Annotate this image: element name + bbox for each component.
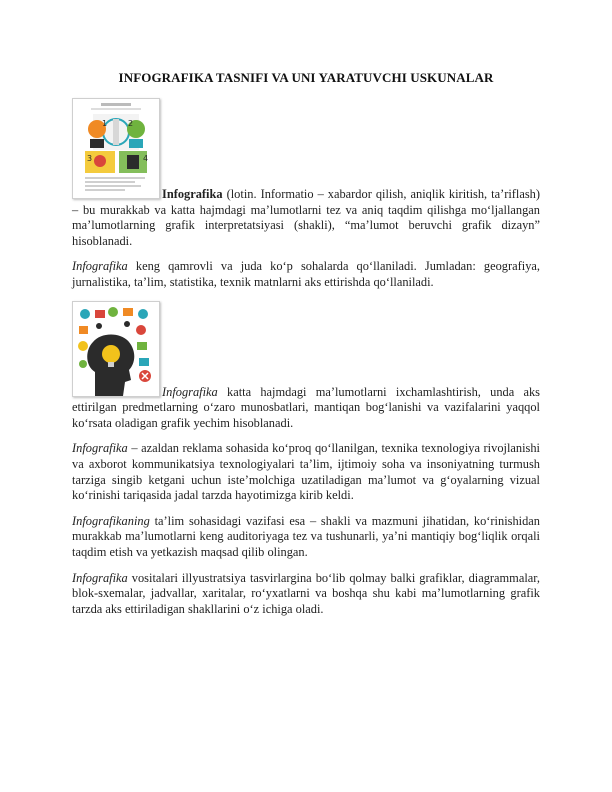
paragraph-4-text: – azaldan reklama sohasida ko‘proq qo‘llanilgan, texnika texnologiya rivojlanishi va axborot kommunikatsiya texnologiyalari ta’lim, ijtimoiy soha va insoniyatning turmush tarziga singib ketgani uchun iste’molchiga uzatiladigan ma’lumot va g‘oyalarning vizual ko‘rinishi tariqasida jadal tarzda hayotimizga kirib keldi.	[72, 441, 540, 503]
paragraph-3-lead: Infografika	[162, 384, 218, 399]
paragraph-5-text: ta’lim sohasidagi vazifasi esa – shakli va mazmuni jihatidan, ko‘rinishidan murakkab ma’lumotlarni keng auditoriyaga tez va tushunarli, ya’ni mantiqiy bog‘liqlik orqali taqdim etish va yetkazish maqsad qilib olingan.	[72, 513, 540, 559]
paragraph-5	[72, 514, 540, 561]
section-1	[72, 98, 540, 259]
paragraph-3-text: katta hajmdagi ma’lumotlarni ixchamlashtirish, unda aks ettirilgan predmetlarning o‘zaro munosbatlari, mantiqan bog‘lanishi va vazifalarini yaqqol ko‘rsata oladigan grafik yechim hisoblanadi.	[72, 384, 540, 430]
paragraph-6-text: vositalari illyustratsiya tasvirlargina bo‘lib qolmay balki grafiklar, diagrammalar, blok-sxemalar, jadvallar, xaritalar, ro‘yxatlarni va boshqa shu kabi ma’lumotlarning grafik tarzda aks ettiriladigan shakllarini o‘z ichiga oladi.	[72, 570, 540, 616]
paragraph-2-lead: Infografika	[72, 259, 128, 274]
paragraph-4-lead: Infografika	[72, 441, 128, 456]
paragraph-5-lead: Infografikaning	[72, 513, 150, 528]
infographic-image-1	[72, 98, 160, 199]
figure-number-1: 1	[102, 119, 108, 128]
page-title: INFOGRAFIKA TASNIFI VA UNI YARATUVCHI USKUNALAR	[118, 70, 494, 85]
document-page	[72, 70, 540, 627]
paragraph-2	[72, 259, 540, 290]
section-2	[72, 301, 540, 442]
paragraph-1-text: (lotin. Informatio – xabardor qilish, aniqlik kiritish, ta’riflash) – bu murakkab va katta hajmdagi ma’lumotlarni tez va aniq taqdim qilishga mo‘ljallangan ma’lumotlarning grafik interpretatsiyasi (shakli), “ma’lumot beruvchi grafik dizayn” hisoblanadi.	[72, 187, 540, 248]
infographic-image-2	[72, 301, 160, 397]
figure-number-2: 2	[128, 119, 134, 128]
paragraph-6-lead: Infografika	[72, 570, 128, 585]
paragraph-1-lead: Infografika	[162, 187, 223, 201]
paragraph-2-text: keng qamrovli va juda ko‘p sohalarda qo‘llaniladi. Jumladan: geografiya, jurnalistika, ta’lim, statistika, texnik matnlarni aks ettirishda qo‘llaniladi.	[72, 259, 540, 289]
paragraph-6	[72, 571, 540, 618]
infographic-illustration-1	[73, 99, 159, 198]
paragraph-4	[72, 441, 540, 503]
figure-number-3: 3	[87, 154, 93, 163]
figure-number-4: 4	[143, 154, 149, 163]
head-icons-illustration	[73, 302, 159, 396]
